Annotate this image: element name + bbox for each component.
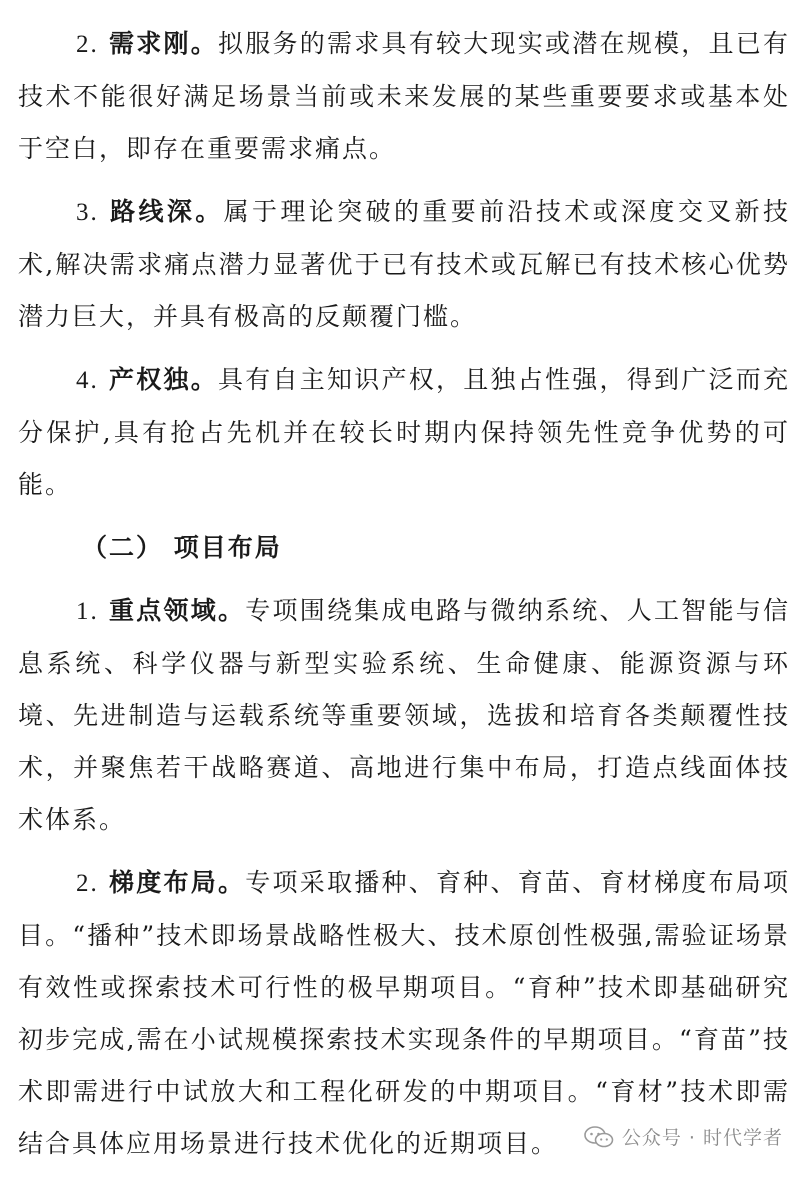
- paragraph-demand: [18, 18, 790, 175]
- paragraph-heading: 路线深。: [110, 197, 224, 226]
- paragraph-heading: 重点领域。: [108, 596, 246, 625]
- paragraph-heading: 需求刚。: [108, 29, 218, 58]
- paragraph-text: 具有自主知识产权，且独占性强，得到广泛而充分保护,具有抢占先机并在较长时期内保持领先性竞争优势的可能。: [18, 365, 790, 499]
- document-page: [18, 18, 790, 1181]
- watermark-text: 公众号 · 时代学者: [621, 1127, 783, 1149]
- section-heading: （二） 项目布局: [82, 533, 282, 562]
- paragraph-text: 拟服务的需求具有较大现实或潜在规模，且已有技术不能很好满足场景当前或未来发展的某些重要要求或基本处于空白，即存在重要需求痛点。: [18, 29, 790, 163]
- paragraph-text: 专项围绕集成电路与微纳系统、人工智能与信息系统、科学仪器与新型实验系统、生命健康、能源资源与环境、先进制造与运载系统等重要领域，选拔和培育各类颠覆性技术，并聚焦若干战略赛道、高地进行集中布局，打造点线面体技术体系。: [18, 596, 790, 834]
- paragraph-number: 1.: [76, 598, 99, 625]
- paragraph-key-areas: [18, 585, 790, 846]
- paragraph-heading: 产权独。: [108, 365, 218, 394]
- wechat-icon: [584, 1125, 614, 1149]
- paragraph-number: 3.: [76, 199, 99, 226]
- watermark: [584, 1123, 783, 1150]
- paragraph-route: [18, 186, 790, 343]
- paragraph-number: 2.: [76, 31, 99, 58]
- paragraph-number: 4.: [76, 367, 99, 394]
- paragraph-text: 属于理论突破的重要前沿技术或深度交叉新技术,解决需求痛点潜力显著优于已有技术或瓦解已有技术核心优势潜力巨大，并具有极高的反颠覆门槛。: [18, 197, 790, 331]
- paragraph-number: 2.: [76, 870, 99, 897]
- paragraph-text: 专项采取播种、育种、育苗、育材梯度布局项目。“播种”技术即场景战略性极大、技术原创性极强,需验证场景有效性或探索技术可行性的极早期项目。“育种”技术即基础研究初步完成,需在小试规模探索技术实现条件的早期项目。“育苗”技术即需进行中试放大和工程化研发的中期项目。“育材”技术即需结合具体应用场景进行技术优化的近期项目。: [18, 868, 790, 1158]
- paragraph-heading: 梯度布局。: [108, 868, 246, 897]
- paragraph-ip: [18, 354, 790, 511]
